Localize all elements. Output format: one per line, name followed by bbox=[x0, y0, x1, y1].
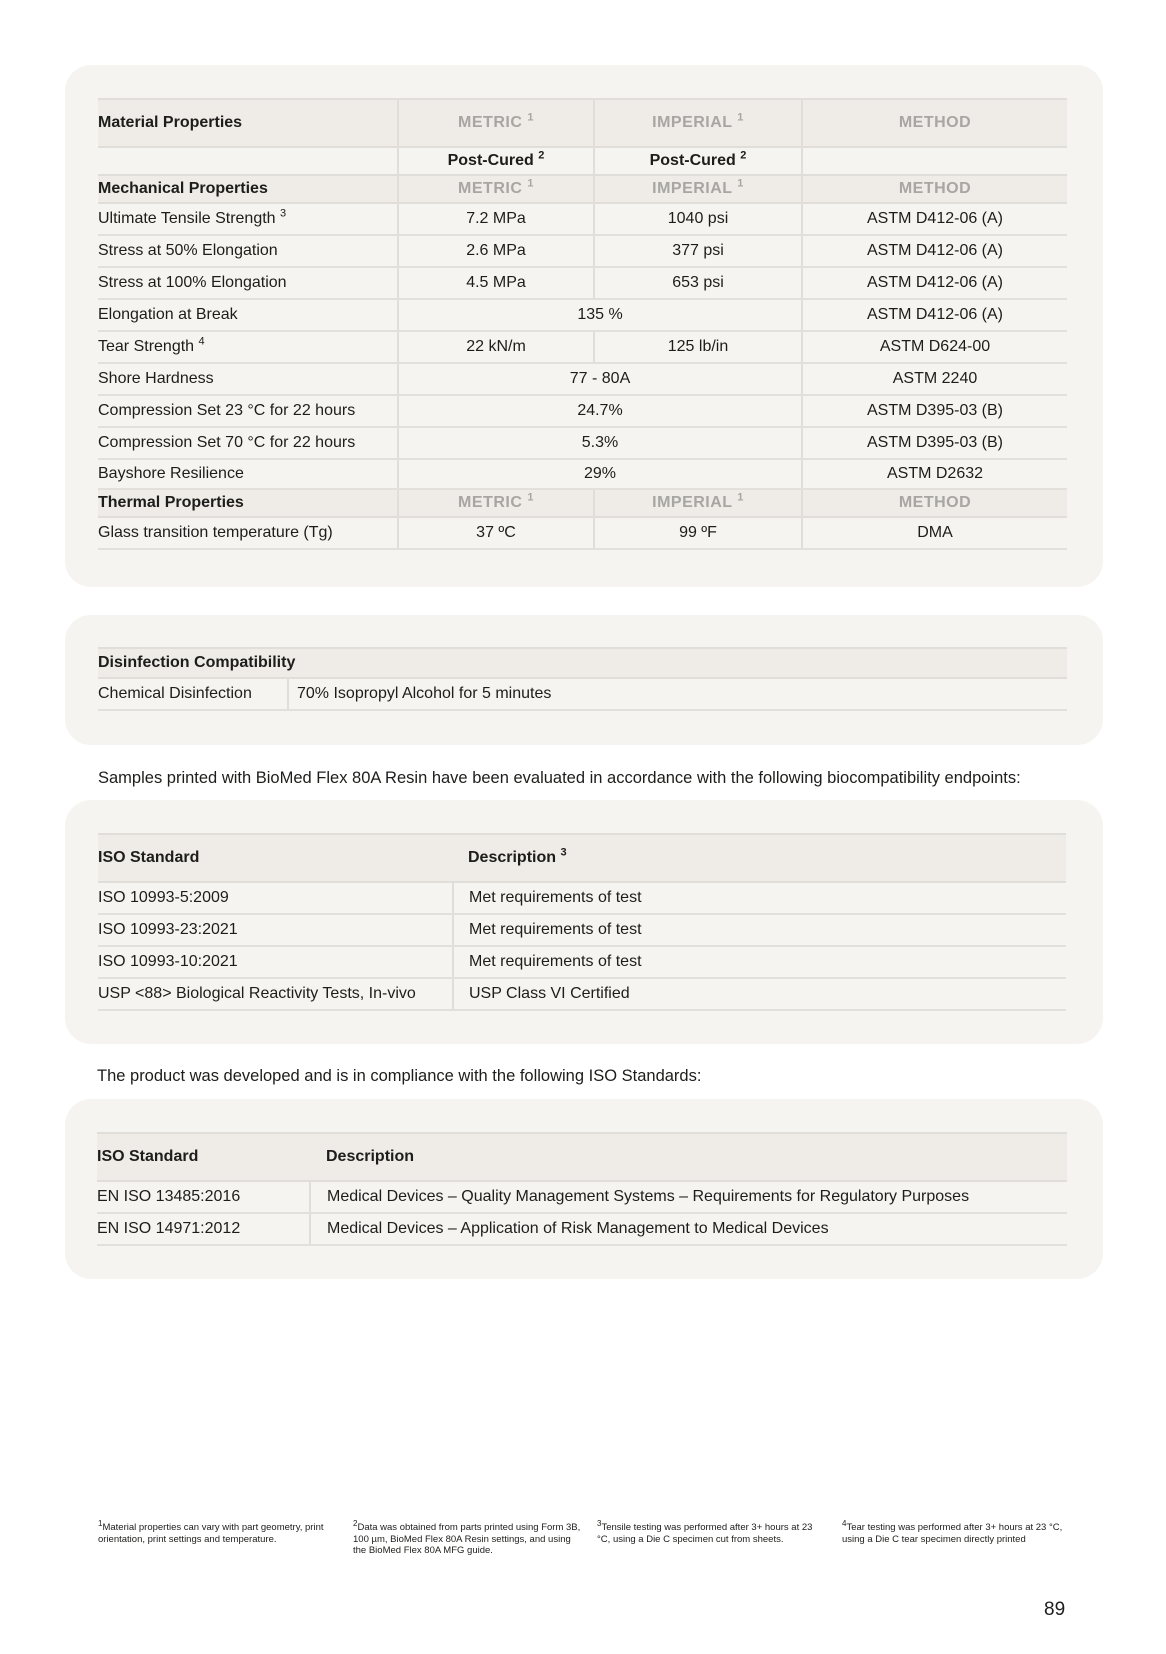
disinfection-value: 70% Isopropyl Alcohol for 5 minutes bbox=[288, 678, 1067, 710]
description-value: USP Class VI Certified bbox=[453, 978, 1066, 1010]
material-properties-table bbox=[98, 98, 1067, 550]
material-properties-heading: Material Properties bbox=[98, 99, 398, 147]
mechanical-properties-heading: Mechanical Properties bbox=[98, 175, 398, 203]
imperial-heading: IMPERIAL $^1$ bbox=[594, 175, 802, 203]
disinfection-panel bbox=[65, 615, 1103, 745]
method-value: ASTM D395-03 (B) bbox=[802, 395, 1067, 427]
description-heading: Description $^3$ bbox=[453, 834, 1066, 882]
table-row bbox=[98, 946, 1066, 978]
method-value: ASTM D2632 bbox=[802, 459, 1067, 489]
post-cured-row bbox=[98, 147, 1067, 175]
property-name: Stress at 100% Elongation bbox=[98, 267, 398, 299]
metric-value: 22 kN/m bbox=[398, 331, 594, 363]
method-value: ASTM D412-06 (A) bbox=[802, 203, 1067, 235]
imperial-heading: IMPERIAL $^1$ bbox=[594, 99, 802, 147]
iso-standard-heading: ISO Standard bbox=[97, 1133, 310, 1181]
standard-value: EN ISO 13485:2016 bbox=[97, 1181, 310, 1213]
property-name: Compression Set 23 °C for 22 hours bbox=[98, 395, 398, 427]
biocompat-intro: Samples printed with BioMed Flex 80A Resin have been evaluated in accordance with the following biocompatibility endpoints: bbox=[98, 769, 1021, 787]
table-row bbox=[98, 978, 1066, 1010]
property-name: Shore Hardness bbox=[98, 363, 398, 395]
merged-value: 77 - 80A bbox=[398, 363, 802, 395]
standard-value: USP <88> Biological Reactivity Tests, In-vivo bbox=[98, 978, 453, 1010]
imperial-value: 377 psi bbox=[594, 235, 802, 267]
imperial-post-cured: Post-Cured $^2$ bbox=[594, 147, 802, 175]
disinfection-header-row bbox=[98, 648, 1067, 678]
description-value: Met requirements of test bbox=[453, 946, 1066, 978]
description-value: Medical Devices – Application of Risk Management to Medical Devices bbox=[310, 1213, 1067, 1245]
merged-value: 24.7% bbox=[398, 395, 802, 427]
description-heading: Description bbox=[310, 1133, 1067, 1181]
description-value: Met requirements of test bbox=[453, 882, 1066, 914]
standard-value: ISO 10993-23:2021 bbox=[98, 914, 453, 946]
imperial-value: 653 psi bbox=[594, 267, 802, 299]
merged-value: 5.3% bbox=[398, 427, 802, 459]
table-row bbox=[98, 203, 1067, 235]
footnote-2: $^2$Data was obtained from parts printed using Form 3B, 100 µm, BioMed Flex 80A Resin settings, and using the BioMed Flex 80A MFG guide. bbox=[353, 1518, 581, 1556]
table-row bbox=[98, 235, 1067, 267]
method-value: ASTM D412-06 (A) bbox=[802, 235, 1067, 267]
table-row bbox=[98, 914, 1066, 946]
method-value: ASTM D624-00 bbox=[802, 331, 1067, 363]
footnote-1: $^1$Material properties can vary with part geometry, print orientation, print settings and temperature. bbox=[98, 1518, 324, 1545]
biocompat-table bbox=[98, 833, 1066, 1011]
standard-value: EN ISO 14971:2012 bbox=[97, 1213, 310, 1245]
imperial-value: 125 lb/in bbox=[594, 331, 802, 363]
table-row bbox=[98, 517, 1067, 549]
iso-standard-heading: ISO Standard bbox=[98, 834, 453, 882]
page-number: 89 bbox=[1044, 1599, 1066, 1620]
metric-value: 4.5 MPa bbox=[398, 267, 594, 299]
material-header-row bbox=[98, 99, 1067, 147]
disinfection-label: Chemical Disinfection bbox=[98, 678, 288, 710]
biocompat-header-row bbox=[98, 834, 1066, 882]
table-row bbox=[98, 363, 1067, 395]
iso-panel bbox=[65, 1099, 1103, 1279]
metric-heading: METRIC $^1$ bbox=[398, 489, 594, 517]
material-properties-panel bbox=[65, 65, 1103, 587]
property-name: Elongation at Break bbox=[98, 299, 398, 331]
standard-value: ISO 10993-5:2009 bbox=[98, 882, 453, 914]
disinfection-table bbox=[98, 647, 1067, 711]
thermal-properties-heading: Thermal Properties bbox=[98, 489, 398, 517]
imperial-value: 99 ºF bbox=[594, 517, 802, 549]
iso-table bbox=[97, 1132, 1067, 1246]
footnote-3: $^3$Tensile testing was performed after 3+ hours at 23 °C, using a Die C specimen cut from sheets. bbox=[597, 1518, 813, 1545]
property-name: Compression Set 70 °C for 22 hours bbox=[98, 427, 398, 459]
thermal-header-row bbox=[98, 489, 1067, 517]
footnote-4: $^4$Tear testing was performed after 3+ hours at 23 °C, using a Die C tear specimen directly printed bbox=[842, 1518, 1063, 1545]
table-row bbox=[98, 331, 1067, 363]
property-name: Bayshore Resilience bbox=[98, 459, 398, 489]
property-name: Stress at 50% Elongation bbox=[98, 235, 398, 267]
imperial-heading: IMPERIAL $^1$ bbox=[594, 489, 802, 517]
description-value: Met requirements of test bbox=[453, 914, 1066, 946]
iso-intro: The product was developed and is in compliance with the following ISO Standards: bbox=[97, 1067, 702, 1085]
method-heading: METHOD bbox=[802, 175, 1067, 203]
metric-heading: METRIC $^1$ bbox=[398, 175, 594, 203]
metric-post-cured: Post-Cured $^2$ bbox=[398, 147, 594, 175]
table-row bbox=[98, 299, 1067, 331]
table-row bbox=[98, 459, 1067, 489]
method-value: DMA bbox=[802, 517, 1067, 549]
merged-value: 29% bbox=[398, 459, 802, 489]
table-row bbox=[98, 395, 1067, 427]
metric-value: 37 ºC bbox=[398, 517, 594, 549]
method-heading: METHOD bbox=[802, 489, 1067, 517]
method-value: ASTM D395-03 (B) bbox=[802, 427, 1067, 459]
table-row bbox=[97, 1181, 1067, 1213]
iso-header-row bbox=[97, 1133, 1067, 1181]
table-row bbox=[98, 267, 1067, 299]
metric-value: 2.6 MPa bbox=[398, 235, 594, 267]
method-heading: METHOD bbox=[802, 99, 1067, 147]
merged-value: 135 % bbox=[398, 299, 802, 331]
disinfection-heading: Disinfection Compatibility bbox=[98, 648, 1067, 678]
table-row bbox=[97, 1213, 1067, 1245]
property-name: Tear Strength $^4$ bbox=[98, 331, 398, 363]
property-name: Ultimate Tensile Strength $^3$ bbox=[98, 203, 398, 235]
method-value: ASTM D412-06 (A) bbox=[802, 299, 1067, 331]
imperial-value: 1040 psi bbox=[594, 203, 802, 235]
description-value: Medical Devices – Quality Management Systems – Requirements for Regulatory Purposes bbox=[310, 1181, 1067, 1213]
mechanical-header-row bbox=[98, 175, 1067, 203]
method-value: ASTM 2240 bbox=[802, 363, 1067, 395]
method-value: ASTM D412-06 (A) bbox=[802, 267, 1067, 299]
table-row bbox=[98, 427, 1067, 459]
table-row bbox=[98, 882, 1066, 914]
property-name: Glass transition temperature (Tg) bbox=[98, 517, 398, 549]
table-row bbox=[98, 678, 1067, 710]
metric-value: 7.2 MPa bbox=[398, 203, 594, 235]
biocompat-panel bbox=[65, 800, 1103, 1044]
metric-heading: METRIC $^1$ bbox=[398, 99, 594, 147]
standard-value: ISO 10993-10:2021 bbox=[98, 946, 453, 978]
